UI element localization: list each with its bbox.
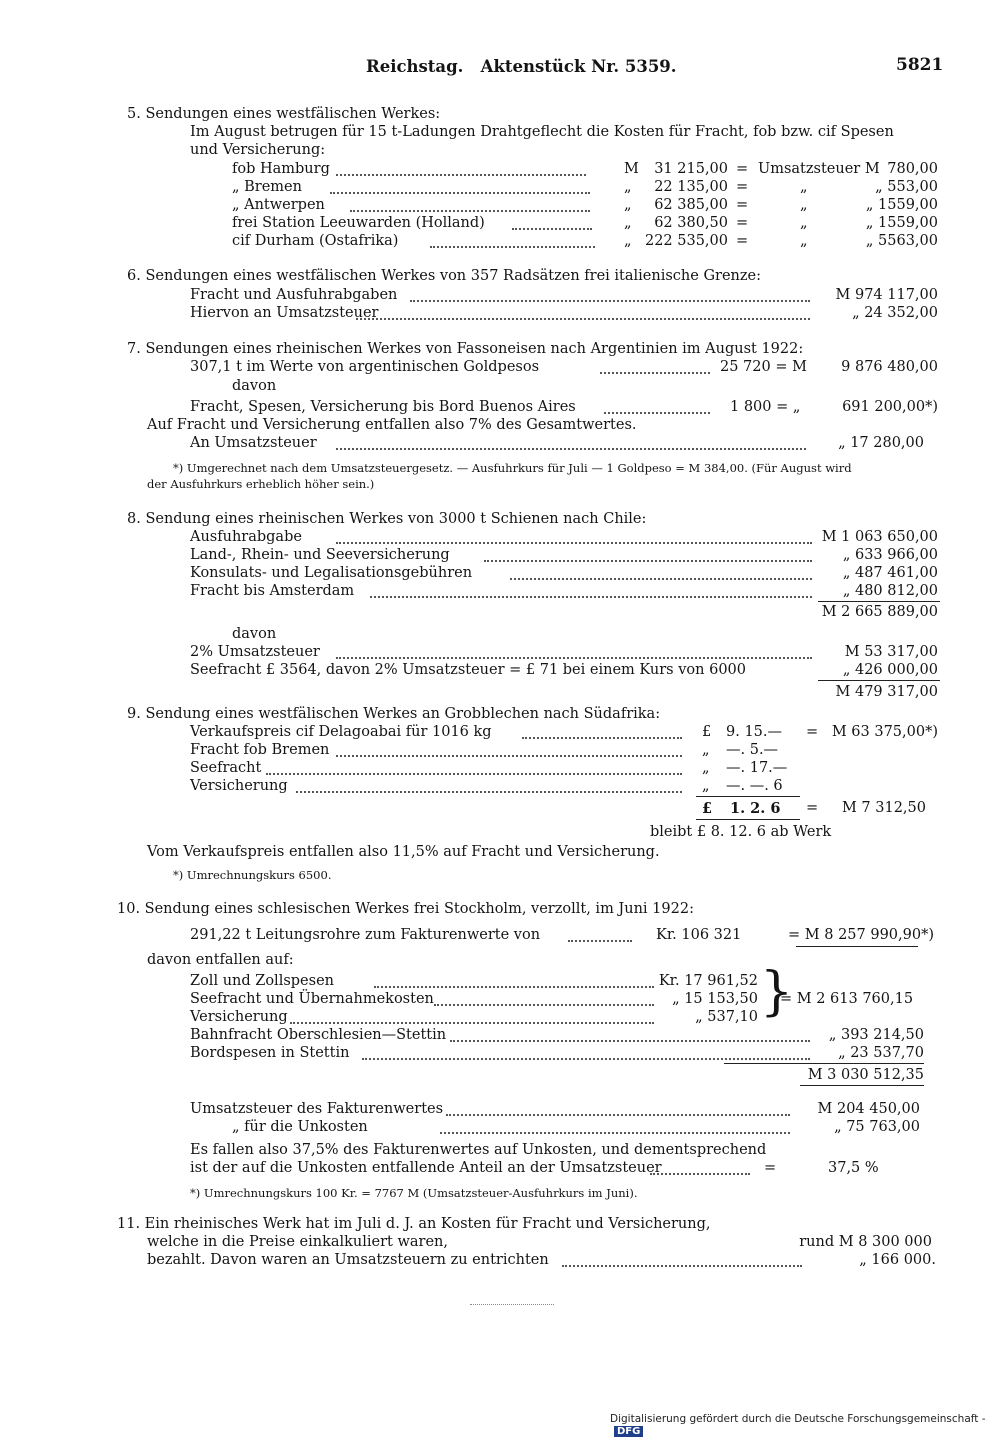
s10-tax2-label: „ für die Unkosten (232, 1119, 368, 1135)
leader-dots (410, 283, 810, 302)
s5-row-unit: „ (624, 215, 632, 231)
s7-row4-label: An Umsatzsteuer (190, 435, 317, 451)
leader-dots (600, 355, 710, 374)
digitization-credit (610, 1413, 1000, 1437)
s5-row-tax: 780,00 (887, 161, 938, 177)
s5-row-eq: = (736, 179, 749, 195)
s8-sea-label: Seefracht £ 3564, davon 2% Umsatzsteuer = £ 71 bei einem Kurs von 6000 (190, 662, 746, 678)
s8-row-label: Konsulats- und Legalisationsgebühren (190, 565, 473, 581)
s9-title: 9. Sendung eines westfälischen Werkes an Grobblechen nach Südafrika: (127, 706, 661, 722)
s10-line1: Es fallen also 37,5% des Fakturenwertes auf Unkosten, und dementsprechend (190, 1142, 767, 1158)
s8-row-value: „ 633 966,00 (842, 547, 938, 563)
leader-dots (330, 175, 590, 194)
dfg-logo: DFG (614, 1426, 643, 1437)
s9-row-cur: „ (702, 742, 710, 758)
s10-brace-total: = M 2 613 760,15 (780, 991, 914, 1007)
sum-rule (818, 680, 940, 681)
s8-row-label: Fracht bis Amsterdam (190, 583, 355, 599)
s10-brace-row-label: Seefracht und Übernahmekosten (190, 991, 434, 1007)
s5-row-label: fob Hamburg (232, 161, 330, 177)
s10-footnote: *) Umrechnungskurs 100 Kr. = 7767 M (Umsatzsteuer-Ausfuhrkurs im Juni). (190, 1186, 638, 1200)
leader-dots (336, 738, 682, 757)
s10-sub: davon entfallen auf: (147, 952, 294, 968)
s9-sum-amt: 1. 2. 6 (730, 800, 781, 817)
s5-row-amount: 31 215,00 (654, 161, 728, 177)
s9-row-eq: = (806, 724, 819, 740)
s10-brace-row-label: Zoll und Zollspesen (190, 973, 335, 989)
leader-dots (266, 756, 682, 775)
s5-row-tag: „ (800, 197, 808, 213)
end-rule (470, 1304, 554, 1305)
s10-row1-label: 291,22 t Leitungsrohre zum Fakturenwerte von (190, 927, 541, 943)
leader-dots (510, 561, 812, 580)
s8-sea-value: „ 426 000,00 (842, 662, 938, 678)
s7-footnote-2: der Ausfuhrkurs erheblich höher sein.) (147, 477, 375, 491)
s9-remain: bleibt £ 8. 12. 6 ab Werk (650, 824, 832, 840)
leader-dots (604, 395, 710, 414)
s5-row-amount: 62 385,00 (654, 197, 728, 213)
s6-row2-value: „ 24 352,00 (852, 305, 938, 321)
credit-text: Digitalisierung gefördert durch die Deutsche Forschungsgemeinschaft - (610, 1413, 986, 1425)
s9-sum-cur: £ (702, 800, 713, 817)
s10-tax1-label: Umsatzsteuer des Fakturenwertes (190, 1101, 444, 1117)
s5-row-label: frei Station Leeuwarden (Holland) (232, 215, 485, 231)
s5-row-unit: M (624, 161, 639, 177)
underline-rule (796, 946, 918, 947)
s8-tax-value: M 53 317,00 (844, 644, 938, 660)
s5-row-unit: „ (624, 179, 632, 195)
s9-row-amt: —. —. 6 (726, 778, 783, 794)
s10-title: 10. Sendung eines schlesischen Werkes frei Stockholm, verzollt, im Juni 1922: (117, 901, 694, 917)
leader-dots (336, 525, 812, 544)
s6-row2-label: Hiervon an Umsatzsteuer (190, 305, 379, 321)
leader-dots (374, 969, 654, 988)
leader-dots (522, 720, 682, 739)
s7-row1-mid: 25 720 = M (720, 359, 807, 375)
s10-row-value: „ 393 214,50 (828, 1027, 924, 1043)
s9-row-value: M 63 375,00*) (831, 724, 938, 740)
s5-row-eq: = (736, 197, 749, 213)
page-number: 5821 (896, 55, 944, 75)
s5-row-eq: = (736, 161, 749, 177)
s5-row-label: „ Antwerpen (232, 197, 325, 213)
s7-line3: Auf Fracht und Versicherung entfallen also 7% des Gesamtwertes. (147, 417, 637, 433)
s8-row-value: „ 480 812,00 (842, 583, 938, 599)
s5-title: 5. Sendungen eines westfälischen Werkes: (127, 106, 441, 122)
leader-dots (446, 1097, 790, 1116)
leader-dots (440, 1115, 790, 1134)
s10-line2: ist der auf die Unkosten entfallende Anteil an der Umsatzsteuer (190, 1160, 662, 1176)
s6-row1-label: Fracht und Ausfuhrabgaben (190, 287, 398, 303)
leader-dots (290, 1005, 654, 1024)
leader-dots (296, 774, 682, 793)
leader-dots (484, 543, 812, 562)
s7-davon: davon (232, 378, 277, 394)
s7-title: 7. Sendungen eines rheinischen Werkes von Fassoneisen nach Argentinien im August 1922: (127, 341, 804, 357)
leader-dots (512, 211, 592, 230)
s11-line2-value: rund M 8 300 000 (799, 1234, 932, 1250)
s5-row-eq: = (736, 215, 749, 231)
s11-line2: welche in die Preise einkalkuliert waren, (147, 1234, 449, 1250)
s10-row-label: Bordspesen in Stettin (190, 1045, 350, 1061)
leader-dots (562, 1248, 802, 1267)
sum-rule (696, 796, 800, 797)
s5-row-amount: 22 135,00 (654, 179, 728, 195)
s7-row1-label: 307,1 t im Werte von argentinischen Goldpesos (190, 359, 540, 375)
s9-row-cur: „ (702, 760, 710, 776)
s5-row-label: „ Bremen (232, 179, 302, 195)
s10-line2-eq: = (764, 1160, 777, 1176)
leader-dots (350, 193, 590, 212)
s5-row-amount: 62 380,50 (654, 215, 728, 231)
leader-dots (336, 640, 812, 659)
leader-dots (370, 579, 812, 598)
right-brace: } (760, 962, 794, 1022)
s5-row-tag: „ (800, 233, 808, 249)
leader-dots (336, 431, 806, 450)
s5-row-unit: „ (624, 197, 632, 213)
s8-sum: M 479 317,00 (835, 684, 938, 700)
s9-row-cur: £ (702, 724, 712, 740)
s8-tax-label: 2% Umsatzsteuer (190, 644, 320, 660)
leader-dots (356, 301, 810, 320)
s7-footnote-1: *) Umgerechnet nach dem Umsatzsteuergesetz. — Ausfuhrkurs für Juli — 1 Goldpeso = M 384,00. (Für August wird (173, 461, 852, 475)
s5-row-tax: „ 1559,00 (865, 215, 938, 231)
leader-dots (434, 987, 654, 1006)
s10-row-value: „ 23 537,70 (838, 1045, 924, 1061)
s10-row1-value: = M 8 257 990,90*) (788, 927, 934, 943)
s10-line2-value: 37,5 % (828, 1160, 879, 1176)
s10-brace-row-label: Versicherung (190, 1009, 288, 1025)
s9-sum-value: M 7 312,50 (841, 800, 926, 816)
s5-row-unit: „ (624, 233, 632, 249)
s10-brace-row-value: „ 537,10 (695, 1009, 758, 1025)
s5-row-tax: „ 553,00 (875, 179, 938, 195)
sum-rule (818, 601, 940, 602)
s9-row-label: Fracht fob Bremen (190, 742, 330, 758)
running-title: Reichstag. Aktenstück Nr. 5359. (366, 57, 677, 76)
s5-row-label: cif Durham (Ostafrika) (232, 233, 399, 249)
s11-line3: bezahlt. Davon waren an Umsatzsteuern zu entrichten (147, 1252, 549, 1268)
leader-dots (362, 1041, 810, 1060)
s10-row-label: Bahnfracht Oberschlesien—Stettin (190, 1027, 447, 1043)
s7-row4-value: „ 17 280,00 (838, 435, 924, 451)
s5-row-eq: = (736, 233, 749, 249)
s9-row-cur: „ (702, 778, 710, 794)
s5-row-tax: „ 5563,00 (865, 233, 938, 249)
s10-tax2-value: „ 75 763,00 (834, 1119, 920, 1135)
sum-rule (724, 1063, 924, 1064)
s9-row-label: Verkaufspreis cif Delagoabai für 1016 kg (190, 724, 492, 740)
s9-row-label: Versicherung (190, 778, 288, 794)
s5-row-tag: Umsatzsteuer M (758, 161, 880, 177)
s11-line1: 11. Ein rheinisches Werk hat im Juli d. J. an Kosten für Fracht und Versicherung, (117, 1216, 711, 1232)
s5-intro1: Im August betrugen für 15 t-Ladungen Drahtgeflecht die Kosten für Fracht, fob bzw. cif Spesen (190, 124, 894, 140)
s9-footnote: *) Umrechnungskurs 6500. (173, 868, 332, 882)
s9-row-label: Seefracht (190, 760, 262, 776)
s6-title: 6. Sendungen eines westfälischen Werkes von 357 Radsätzen frei italienische Grenze: (127, 268, 761, 284)
s9-row-amt: —. 17.— (726, 760, 788, 776)
s10-total: M 3 030 512,35 (807, 1067, 924, 1083)
leader-dots (336, 157, 586, 176)
s7-row2-value: 691 200,00*) (842, 399, 938, 415)
s7-row1-value: 9 876 480,00 (841, 359, 938, 375)
s10-brace-row-value: „ 15 153,50 (672, 991, 758, 1007)
s5-intro2: und Versicherung: (190, 142, 326, 158)
leader-dots (450, 1023, 810, 1042)
leader-dots (430, 229, 595, 248)
s10-brace-row-value: Kr. 17 961,52 (658, 973, 758, 989)
s8-title: 8. Sendung eines rheinischen Werkes von 3000 t Schienen nach Chile: (127, 511, 647, 527)
s6-row1-value: M 974 117,00 (835, 287, 938, 303)
s10-tax1-value: M 204 450,00 (817, 1101, 920, 1117)
s5-row-tag: „ (800, 179, 808, 195)
s9-row-amt: —. 5.— (726, 742, 779, 758)
sum-rule (696, 819, 800, 820)
s9-sum-eq: = (806, 800, 819, 816)
s7-row2-mid: 1 800 = „ (730, 399, 801, 415)
s5-row-amount: 222 535,00 (644, 233, 728, 249)
sum-rule (800, 1085, 924, 1086)
s7-row2-label: Fracht, Spesen, Versicherung bis Bord Buenos Aires (190, 399, 576, 415)
s8-davon: davon (232, 626, 277, 642)
s11-line3-value: „ 166 000. (859, 1252, 936, 1268)
leader-dots (650, 1156, 750, 1175)
s8-row-value: M 1 063 650,00 (821, 529, 938, 545)
s8-row-value: „ 487 461,00 (842, 565, 938, 581)
s8-total: M 2 665 889,00 (821, 604, 938, 620)
leader-dots (568, 923, 632, 942)
s10-row1-mid: Kr. 106 321 (656, 927, 742, 943)
s5-row-tax: „ 1559,00 (865, 197, 938, 213)
s9-conclusion: Vom Verkaufspreis entfallen also 11,5% auf Fracht und Versicherung. (147, 844, 660, 860)
s9-row-amt: 9. 15.— (726, 724, 783, 740)
s8-row-label: Ausfuhrabgabe (190, 529, 302, 545)
s8-row-label: Land-, Rhein- und Seeversicherung (190, 547, 450, 563)
s5-row-tag: „ (800, 215, 808, 231)
